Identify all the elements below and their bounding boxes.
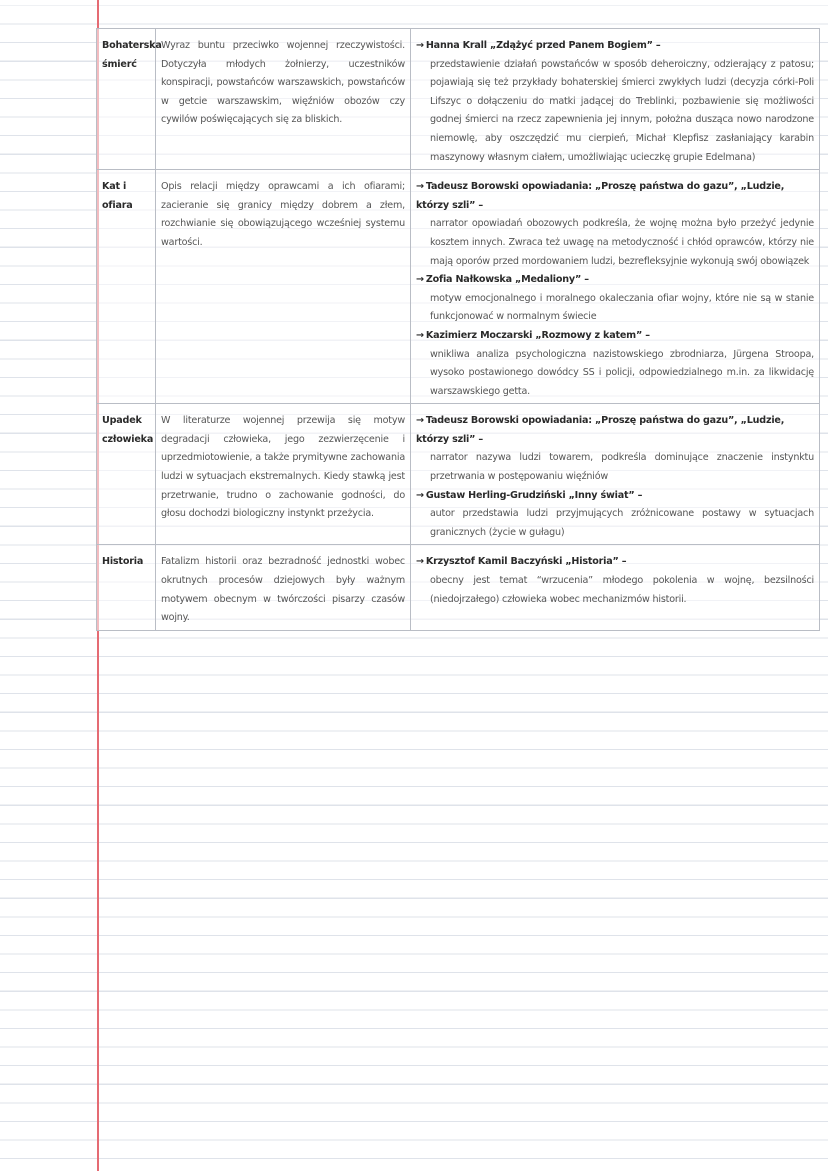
table-row: [97, 29, 820, 170]
table-row: [97, 170, 820, 404]
work-description: narrator nazywa ludzi towarem, podkreśla dominujące znaczenie instynktu przetrwania w postępowaniu więźniów: [430, 452, 814, 483]
work-title: Kazimierz Moczarski „Rozmowy z katem” –: [425, 329, 650, 341]
work-title: Tadeusz Borowski opowiadania: „Proszę państwa do gazu”, „Ludzie, którzy szli” –: [416, 415, 785, 445]
description-text: Wyraz buntu przeciwko wojennej rzeczywistości. Dotyczyła młodych żołnierzy, uczestników konspiracji, powstańców warszawskich, powstańców w getcie warszawskim, więźniów obozów czy cywilów poświęcających się za bliskich.: [161, 40, 405, 126]
arrow-icon: →: [416, 415, 424, 427]
work-description: narrator opowiadań obozowych podkreśla, że wojnę można było przeżyć jedynie kosztem innych. Zwraca też uwagę na metodyczność i chłód oprawców, którzy nie mają oporów przed mordowaniem ludzi, bezrefleksyjnie wykonują swój obowiązek: [430, 218, 814, 267]
example-item: [416, 327, 814, 401]
work-description: autor przedstawia ludzi przyjmujących zróżnicowane postawy w sytuacjach granicznych (życie w gułagu): [430, 508, 814, 538]
description-cell: [156, 170, 411, 404]
arrow-icon: →: [416, 329, 424, 341]
work-description: motyw emocjonalnego i moralnego okaleczania ofiar wojny, które nie są w stanie funkcjonować w normalnym świecie: [430, 292, 814, 323]
notes-table: [96, 28, 820, 631]
work-title: Krzysztof Kamil Baczyński „Historia” –: [425, 556, 627, 568]
topic-cell: Upadek człowieka: [97, 404, 156, 545]
work-title: Hanna Krall „Zdążyć przed Panem Bogiem” –: [425, 40, 661, 51]
work-title: Gustaw Herling-Grudziński „Inny świat” –: [425, 489, 643, 501]
topic-cell: Bohaterska śmierć: [97, 29, 156, 170]
work-description: przedstawienie działań powstańców w sposób deheroiczny, odzierający z patosu; pojawiają się też przykłady bohaterskiej śmierci zwykłych ludzi (decyzja córki-Poli Lifszyc o dołączeniu do matki jadącej do Treblinki, pozbawienie się możliwości godnej śmierci na rzecz zapewnienia jej innym, położna dusząca nowo narodzone niemowlę, aby oszczędzić mu cierpień, Michał Klepfisz zasłaniający karabin maszynowy własnym ciałem, umożliwiając ucieczkę grupie Edelmana): [430, 58, 814, 163]
example-item: [416, 412, 814, 486]
table-row: [97, 404, 820, 545]
example-item: [416, 487, 814, 543]
description-text: Fatalizm historii oraz bezradność jednostki wobec okrutnych procesów dziejowych były ważnym motywem obecnym w twórczości pisarzy czasów wojny.: [161, 556, 405, 624]
example-item: [416, 553, 814, 609]
arrow-icon: →: [416, 556, 424, 568]
work-description: obecny jest temat “wrzucenia” młodego pokolenia w wojnę, bezsilności (niedojrzałego) człowieka wobec mechanizmów historii.: [430, 575, 814, 605]
arrow-icon: →: [416, 40, 424, 51]
topic-cell: Historia: [97, 545, 156, 630]
arrow-icon: →: [416, 181, 424, 193]
examples-cell: [411, 545, 820, 630]
topic-cell: Kat i ofiara: [97, 170, 156, 404]
description-cell: [156, 545, 411, 630]
work-title: Tadeusz Borowski opowiadania: „Proszę państwa do gazu”, „Ludzie, którzy szli” –: [416, 181, 785, 211]
table-row: [97, 545, 820, 630]
work-title: Zofia Nałkowska „Medaliony” –: [425, 274, 589, 286]
description-text: W literaturze wojennej przewija się motyw degradacji człowieka, jego zezwierzęcenie i uprzedmiotowienie, a także prymitywne zachowania ludzi w sytuacjach ekstremalnych. Kiedy stawką jest przetrwanie, trudno o zachowanie godności, do głosu dochodzi biologiczny instynkt przeżycia.: [161, 415, 405, 520]
work-description: wnikliwa analiza psychologiczna nazistowskiego zbrodniarza, Jürgena Stroopa, wysoko postawionego dowódcy SS i policji, odpowiedzialnego m.in. za likwidację warszawskiego getta.: [430, 348, 814, 397]
arrow-icon: →: [416, 274, 424, 286]
arrow-icon: →: [416, 489, 424, 501]
example-item: [416, 37, 814, 167]
description-cell: [156, 404, 411, 545]
examples-cell: [411, 170, 820, 404]
description-cell: [156, 29, 411, 170]
example-item: [416, 178, 814, 271]
description-text: Opis relacji między oprawcami a ich ofiarami; zacieranie się granicy między dobrem a złem, rozchwianie się obowiązującego wcześniej systemu wartości.: [161, 181, 405, 248]
examples-cell: [411, 404, 820, 545]
example-item: [416, 271, 814, 327]
examples-cell: [411, 29, 820, 170]
